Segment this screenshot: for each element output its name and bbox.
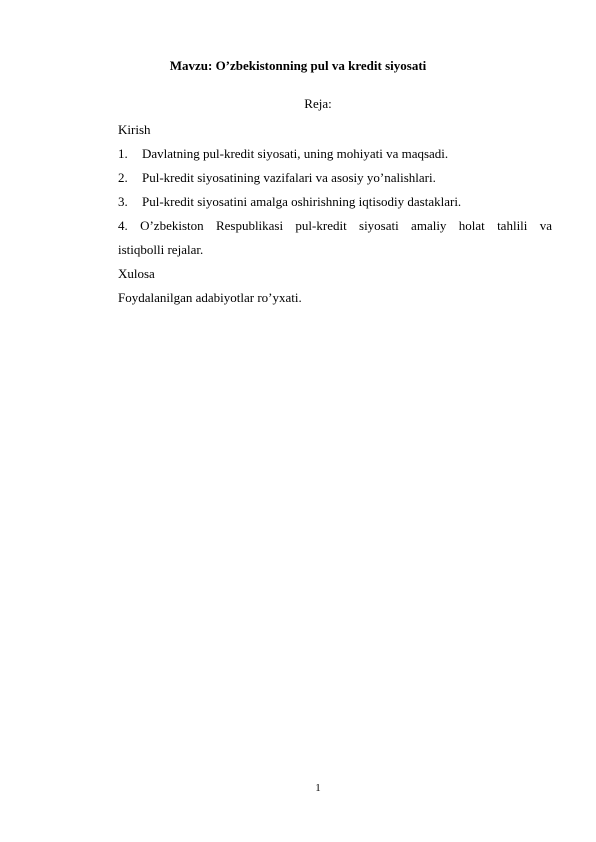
plan-item-2	[118, 166, 552, 190]
plan-item-number: 2.	[118, 170, 128, 185]
plan-list	[118, 118, 552, 310]
plan-item-text: Davlatning pul-kredit siyosati, uning mohiyati va maqsadi.	[142, 146, 449, 161]
plan-item-4	[118, 214, 552, 238]
document-title: Mavzu: O’zbekistonning pul va kredit siyosati	[169, 58, 427, 73]
plan-heading: Reja:	[304, 96, 332, 111]
references-item: Foydalanilgan adabiyotlar ro’yxati.	[118, 290, 302, 305]
plan-item-number: 1.	[118, 146, 128, 161]
plan-item-number: 4.	[118, 218, 128, 233]
plan-item-text: Pul-kredit siyosatining vazifalari va asosiy yo’nalishlari.	[142, 170, 436, 185]
conclusion-item: Xulosa	[118, 266, 155, 281]
plan-item-number: 3.	[118, 194, 128, 209]
plan-item-4-continuation: istiqbolli rejalar.	[118, 242, 204, 257]
intro-item: Kirish	[118, 122, 151, 137]
plan-item-text: O’zbekiston Respublikasi pul-kredit siyosati amaliy holat tahlili va	[140, 218, 552, 233]
plan-item-1	[118, 142, 552, 166]
plan-item-text: Pul-kredit siyosatini amalga oshirishning iqtisodiy dastaklari.	[142, 194, 462, 209]
page-number: 1	[315, 782, 321, 794]
plan-item-3	[118, 190, 552, 214]
